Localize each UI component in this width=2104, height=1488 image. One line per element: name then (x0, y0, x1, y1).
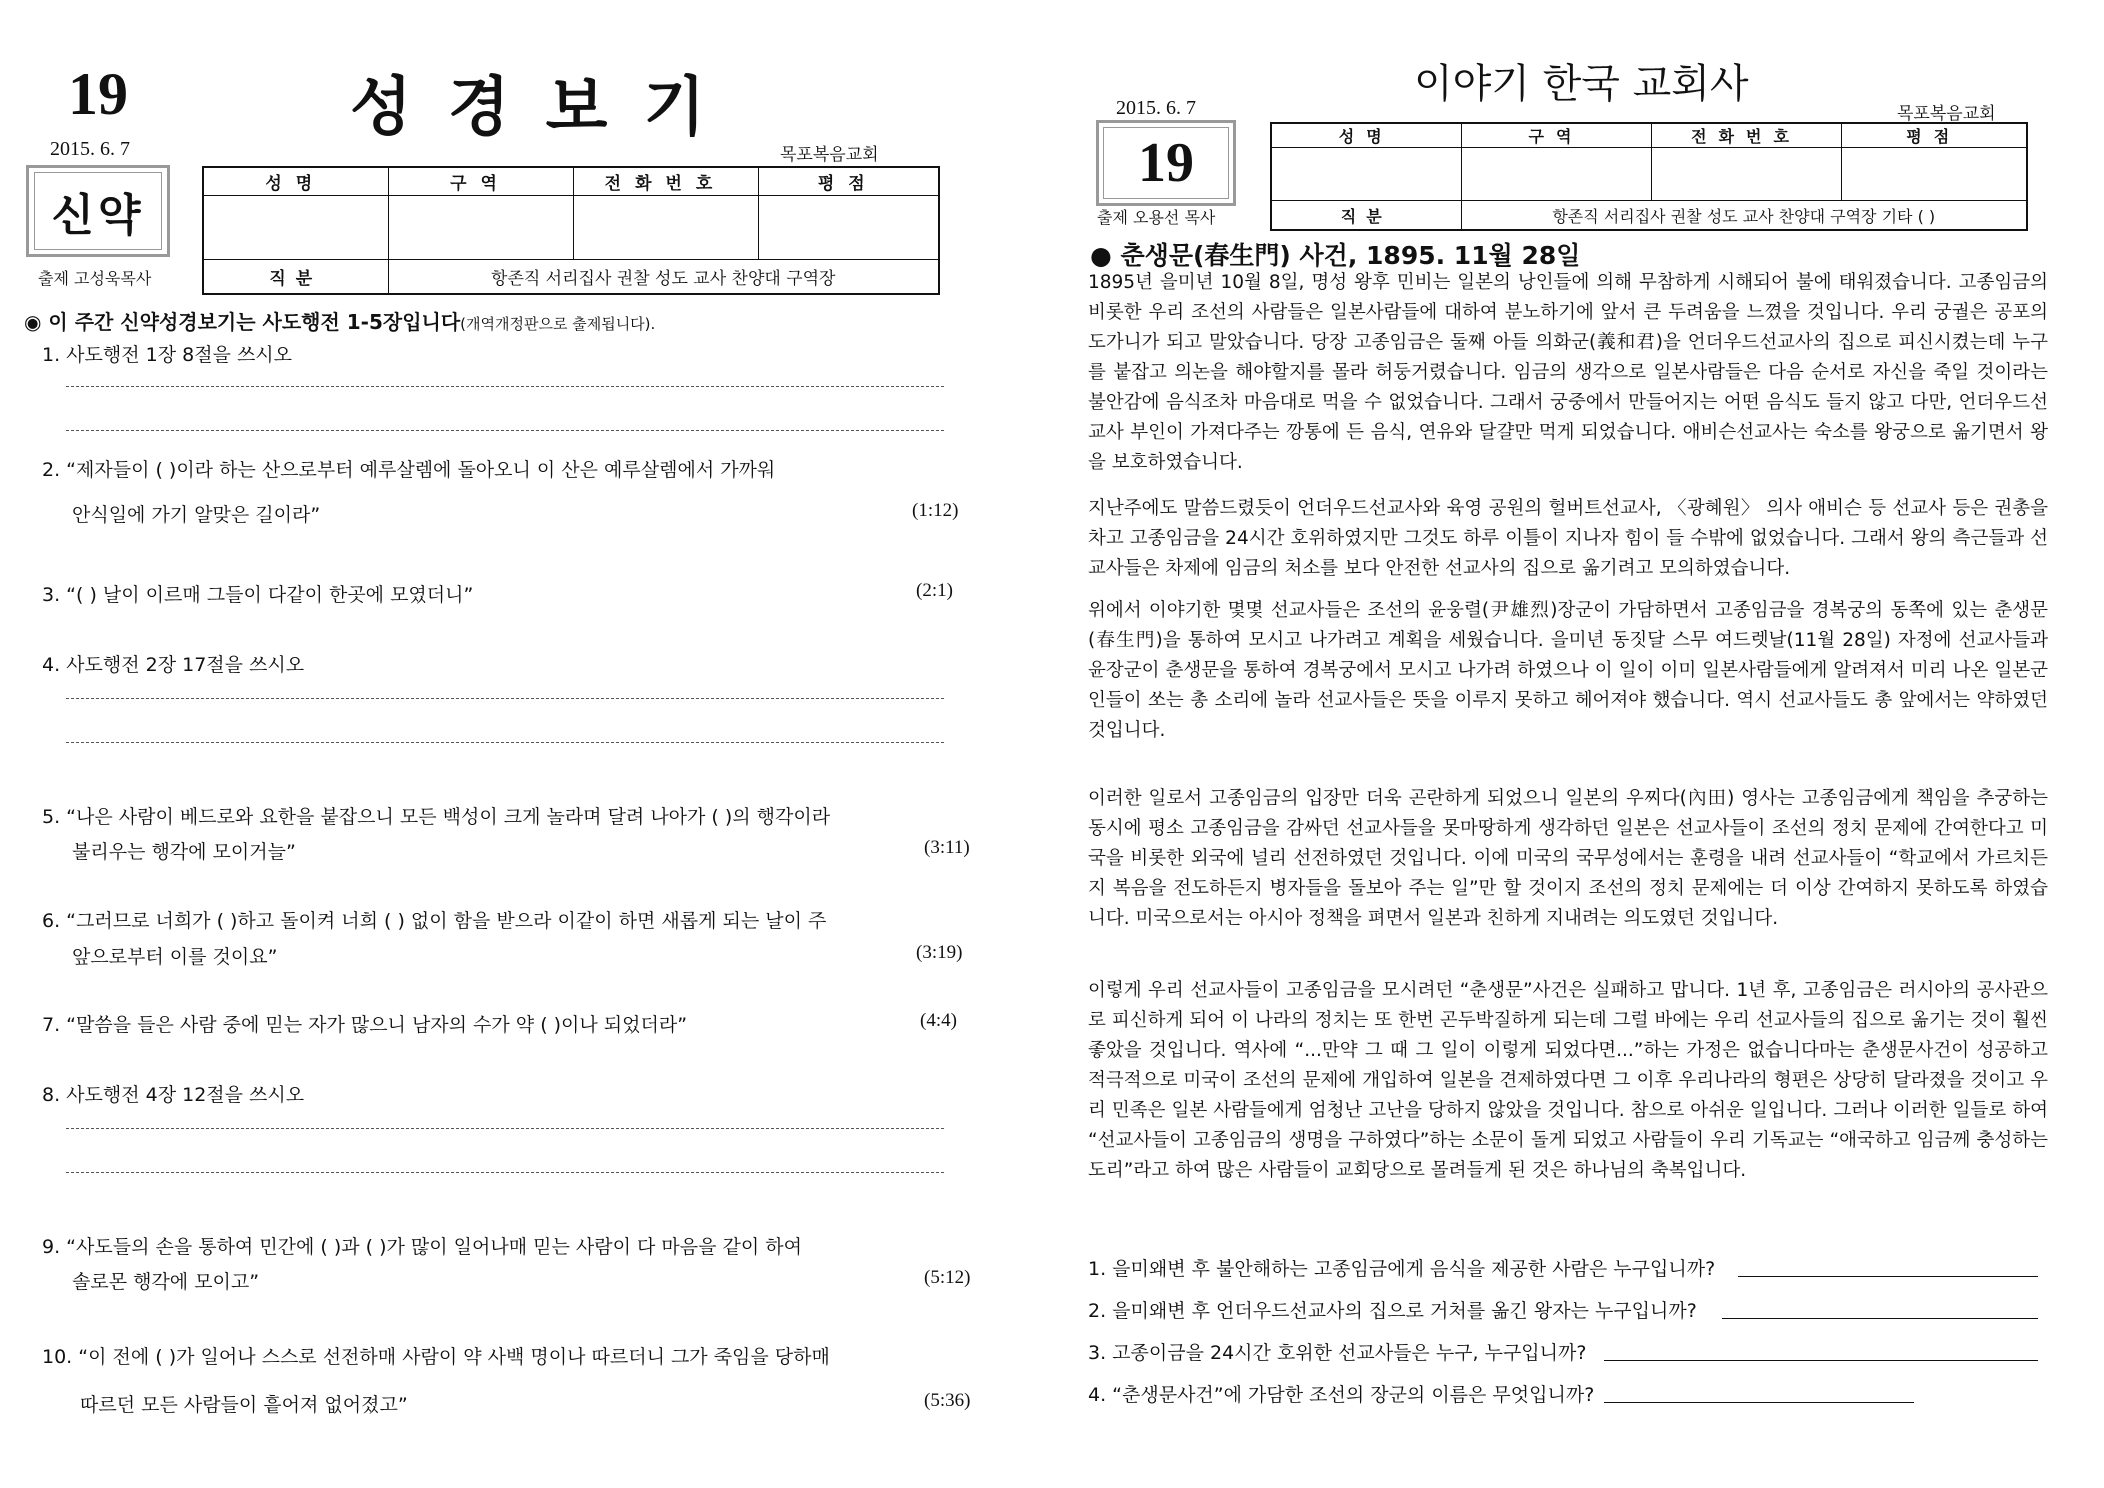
left-question-9-cont: 솔로몬 행각에 모이고” (72, 1271, 260, 1293)
left-question-5-cont: 불리우는 행각에 모이거늘” (72, 841, 296, 863)
left-question-10: 10. “이 전에 ( )가 일어나 스스로 선전하매 사람이 약 사백 명이나 따르더니 그가 죽임을 당하매 (42, 1346, 830, 1368)
intro-note: (개역개정판으로 출제됩니다). (460, 315, 656, 333)
answer-line[interactable] (1722, 1318, 2038, 1319)
verse-ref: (5:36) (924, 1390, 971, 1411)
left-question-10-cont: 따르던 모든 사람들이 흩어져 없어졌고” (80, 1394, 408, 1416)
answer-line[interactable] (1604, 1402, 1914, 1403)
article-paragraph-2: 지난주에도 말씀드렸듯이 언더우드선교사와 육영 공원의 헐버트선교사, 〈광혜원〉 의사 애비슨 등 선교사 등은 권총을 차고 고종임금을 24시간 호위하였지만 그것도 하루 이틀이 지나자 힘이 들 수밖에 없었습니다. 그래서 왕의 측근들과 선교사들은 차제에 임금의 처소를 보다 안전한 선교사의 집으로 옮기려고 모의하였습니다. (1088, 498, 2048, 579)
role-options[interactable]: 항존직 서리집사 권찰 성도 교사 찬양대 구역장 기타 ( ) (1461, 201, 2027, 231)
left-church-name: 목포복음교회 (780, 145, 879, 165)
left-page-number: 19 (68, 61, 128, 127)
right-church-name: 목포복음교회 (1897, 104, 1996, 124)
left-question-9: 9. “사도들의 손을 통하여 민간에 ( )과 ( )가 많이 일어나매 믿는 사람이 다 마음을 같이 하여 (42, 1236, 802, 1258)
header-score: 평점 (1841, 123, 2027, 148)
district-field[interactable] (1461, 148, 1651, 201)
verse-ref: (4:4) (920, 1010, 957, 1031)
left-badge-label: 신약 (34, 172, 162, 250)
right-question-3: 3. 고종이금을 24시간 호위한 선교사들은 누구, 누구입니까? (1088, 1342, 1587, 1364)
right-info-table (1270, 122, 2028, 231)
left-question-1: 1. 사도행전 1장 8절을 쓰시오 (42, 344, 293, 366)
left-author: 출제 고성욱목사 (38, 269, 152, 288)
left-question-4: 4. 사도행전 2장 17절을 쓰시오 (42, 654, 305, 676)
answer-line[interactable] (66, 430, 944, 431)
left-date: 2015. 6. 7 (50, 138, 130, 160)
right-number-badge (1096, 120, 1236, 206)
verse-ref: (2:1) (916, 580, 953, 601)
left-question-2: 2. “제자들이 ( )이라 하는 산으로부터 예루살렘에 돌아오니 이 산은 예루살렘에서 가까워 (42, 459, 776, 481)
article-paragraph-5: 이렇게 우리 선교사들이 고종임금을 모시려던 “춘생문”사건은 실패하고 맙니다. 1년 후, 고종임금은 러시아의 공사관으로 피신하게 되어 이 나라의 정치는 또 한번 곤두박질하게 되는데 그럴 바에는 우리 선교사들의 집으로 옮기는 것이 훨씬 좋았을 것입니다. 역사에 “...만약 그 때 그 일이 이렇게 되었다면...”하는 가정은 없습니다마는 춘생문사건이 성공하고 적극적으로 미국이 조선의 문제에 개입하여 일본을 견제하였다면 그 이후 우리나라의 형편은 상당히 달라졌을 것이고 우리 민족은 일본 사람들에게 엄청난 고난을 당하지 않았을 것입니다. 참으로 아쉬운 일입니다. 그러나 이러한 일들로 하여 “선교사들이 고종임금의 생명을 구하였다”하는 소문이 돌게 되었고 사람들이 우리 기독교는 “애국하고 임금께 충성하는 도리”라고 하여 많은 사람들이 교회당으로 몰려들게 된 것은 하나님의 축복입니다. (1088, 980, 2048, 1181)
right-date: 2015. 6. 7 (1116, 97, 1196, 119)
header-phone: 전화번호 (573, 167, 758, 196)
role-label: 직분 (203, 260, 388, 295)
answer-line[interactable] (66, 742, 944, 743)
phone-field[interactable] (573, 196, 758, 260)
header-district: 구역 (1461, 123, 1651, 148)
right-badge-number: 19 (1103, 127, 1229, 199)
header-name: 성명 (203, 167, 388, 196)
left-intro (24, 306, 655, 335)
answer-line[interactable] (1738, 1276, 2038, 1277)
phone-field[interactable] (1651, 148, 1841, 201)
header-district: 구역 (388, 167, 573, 196)
article-heading: ● 춘생문(春生門) 사건, 1895. 11월 28일 (1090, 241, 1581, 270)
article-paragraph-4: 이러한 일로서 고종임금의 입장만 더욱 곤란하게 되었으니 일본의 우찌다(內田) 영사는 고종임금에게 책임을 추궁하는 동시에 평소 고종임금을 감싸던 선교사들을 못마땅하게 생각하던 일본은 선교사들이 조선의 정치 문제에 간여한다고 미국을 비롯한 외국에 널리 선전하였던 것입니다. 이에 미국의 국무성에서는 훈령을 내려 선교사들이 “학교에서 가르치든지 복음을 전도하든지 병자들을 돌보아 주는 일”만 할 것이지 조선의 정치 문제에는 더 이상 간여하지 못하도록 하였습니다. 미국으로서는 아시아 정책을 펴면서 일본과 친하게 지내려는 의도였던 것입니다. (1088, 788, 2048, 929)
verse-ref: (3:11) (924, 837, 970, 858)
answer-line[interactable] (66, 1128, 944, 1129)
right-question-1: 1. 을미왜변 후 불안해하는 고종임금에게 음식을 제공한 사람은 누구입니까? (1088, 1258, 1716, 1280)
right-author: 출제 오용선 목사 (1097, 208, 1216, 227)
article-paragraph-1: 1895년 을미년 10월 8일, 명성 왕후 민비는 일본의 낭인들에 의해 무참하게 시해되어 불에 태워졌습니다. 고종임금의 비롯한 우리 조선의 사람들은 일본사람들에 대하여 분노하기에 앞서 큰 두려움을 느꼈을 것입니다. 우리 궁궐은 공포의 도가니가 되고 말았습니다. 당장 고종임금은 둘째 아들 의화군(義和君)을 언더우드선교사의 집으로 피신시켰는데 누구를 붙잡고 의논을 해야할지를 몰라 허둥거렸습니다. 임금의 생각으로 일본사람들은 다음 순서로 자신을 죽일 것이라는 불안감에 음식조차 마음대로 먹을 수 없었습니다. 그래서 궁중에서 만들어지는 어떤 음식도 들지 않고 다만, 언더우드선교사 부인이 가져다주는 깡통에 든 음식, 연유와 달걀만 먹게 되었습니다. 애비슨선교사는 숙소를 왕궁으로 옮기면서 왕을 보호하였습니다. (1088, 272, 2048, 473)
name-field[interactable] (1271, 148, 1461, 201)
right-question-2: 2. 을미왜변 후 언더우드선교사의 집으로 거처를 옮긴 왕자는 누구입니까? (1088, 1300, 1697, 1322)
answer-line[interactable] (1604, 1360, 2038, 1361)
left-info-table (202, 166, 940, 295)
left-question-5: 5. “나은 사람이 베드로와 요한을 붙잡으니 모든 백성이 크게 놀라며 달려 나아가 ( )의 행각이라 (42, 806, 831, 828)
district-field[interactable] (388, 196, 573, 260)
name-field[interactable] (203, 196, 388, 260)
right-question-4: 4. “춘생문사건”에 가담한 조선의 장군의 이름은 무엇입니까? (1088, 1384, 1595, 1406)
left-question-6-cont: 앞으로부터 이를 것이요” (72, 946, 278, 968)
header-score: 평점 (758, 167, 939, 196)
answer-line[interactable] (66, 386, 944, 387)
verse-ref: (3:19) (916, 942, 963, 963)
role-options[interactable]: 항존직 서리집사 권찰 성도 교사 찬양대 구역장 (388, 260, 939, 295)
answer-line[interactable] (66, 698, 944, 699)
left-page-title: 성경보기 (350, 70, 742, 145)
left-question-8: 8. 사도행전 4장 12절을 쓰시오 (42, 1084, 305, 1106)
role-label: 직분 (1271, 201, 1461, 231)
verse-ref: (1:12) (912, 500, 959, 521)
score-field[interactable] (758, 196, 939, 260)
left-question-2-cont: 안식일에 가기 알맞은 길이라” (72, 504, 321, 526)
left-testament-badge (26, 165, 170, 257)
header-name: 성명 (1271, 123, 1461, 148)
header-phone: 전화번호 (1651, 123, 1841, 148)
article-paragraph-3: 위에서 이야기한 몇몇 선교사들은 조선의 윤웅렬(尹雄烈)장군이 가담하면서 고종임금을 경복궁의 동쪽에 있는 춘생문(春生門)을 통하여 모시고 나가려고 계획을 세웠습니다. 을미년 동짓달 스무 여드렛날(11월 28일) 자정에 선교사들과 윤장군이 춘생문을 통하여 경복궁에서 모시고 나가려 하였으나 이 일이 이미 일본사람들에게 알려져서 미리 나온 일본군인들이 쏘는 총 소리에 놀라 선교사들은 뜻을 이루지 못하고 헤어져야 했습니다. 역시 선교사들도 총 앞에서는 약하였던 것입니다. (1088, 600, 2048, 741)
answer-line[interactable] (66, 1172, 944, 1173)
left-question-6: 6. “그러므로 너희가 ( )하고 돌이켜 너희 ( ) 없이 함을 받으라 이같이 하면 새롭게 되는 날이 주 (42, 910, 827, 932)
left-question-3: 3. “( ) 날이 이르매 그들이 다같이 한곳에 모였더니” (42, 584, 474, 606)
verse-ref: (5:12) (924, 1267, 971, 1288)
left-question-7: 7. “말씀을 들은 사람 중에 믿는 자가 많으니 남자의 수가 약 ( )이나 되었더라” (42, 1014, 688, 1036)
intro-bold: ◉ 이 주간 신약성경보기는 사도행전 1-5장입니다 (24, 310, 461, 334)
right-page-title: 이야기 한국 교회사 (1414, 61, 1749, 107)
score-field[interactable] (1841, 148, 2027, 201)
